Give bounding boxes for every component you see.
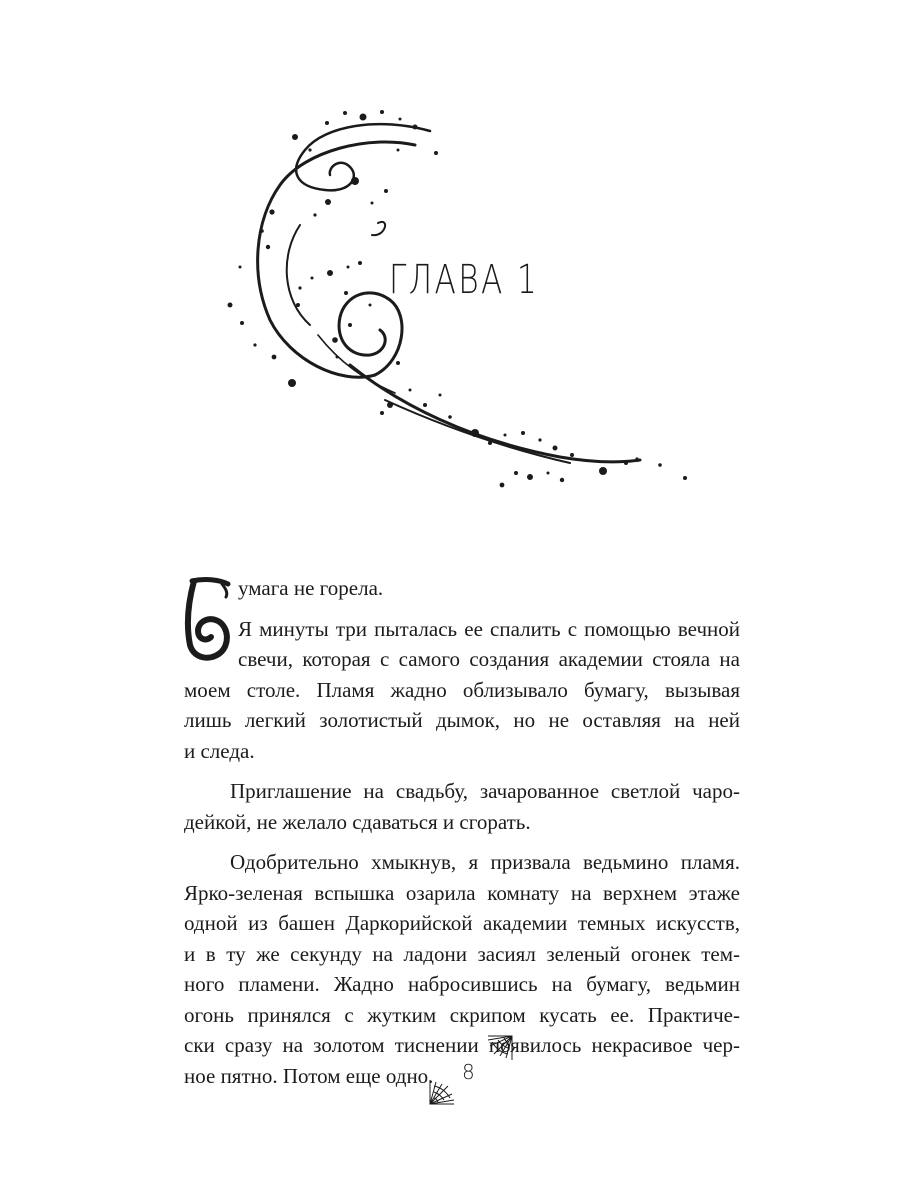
text-line: ное пятно. Потом еще одно. <box>184 1063 434 1088</box>
text-line: лишь легкий золотистый дымок, но не оставляя на ней <box>184 708 740 732</box>
dropcap-letter <box>182 575 234 663</box>
text-line: и следа. <box>184 738 255 763</box>
page-number: 8 <box>462 1060 475 1084</box>
chapter-title: ГЛАВА 1 <box>389 257 540 303</box>
text-line: ного пламени. Жадно набросившись на бумагу, ведьмин <box>184 972 740 996</box>
text-line: ски сразу на золотом тиснении появилось некрасивое чер- <box>184 1033 740 1057</box>
text-line: моем столе. Пламя жадно облизывало бумагу, вызывая <box>184 677 740 702</box>
text-line: Одобрительно хмыкнув, я призвала ведьмино пламя. <box>230 850 740 874</box>
text-line: огонь принялся с жутким скрипом кусать ее. Практиче- <box>184 1002 740 1027</box>
paragraph-1 <box>184 573 740 604</box>
text-line: Ярко-зеленая вспышка озарила комнату на верхнем этаже <box>184 880 740 905</box>
text-line: дейкой, не желало сдаваться и сгорать. <box>184 809 531 834</box>
text-line: умага не горела. <box>238 576 384 600</box>
text-line: Приглашение на свадьбу, зачарованное светлой чаро- <box>230 779 740 803</box>
paragraph-3 <box>184 776 740 837</box>
text-line: свечи, которая с самого создания академии стояла на <box>238 647 740 671</box>
text-line: одной из башен Даркорийской академии темных искусств, <box>184 911 740 935</box>
text-line: Я минуты три пыталась ее спалить с помощью вечной <box>238 616 740 641</box>
paragraph-2 <box>184 614 740 767</box>
text-line: и в ту же секунду на ладони засиял зеленый огонек тем- <box>184 941 740 966</box>
body-text <box>184 573 740 1091</box>
svg-text:Б: Б <box>182 575 183 576</box>
